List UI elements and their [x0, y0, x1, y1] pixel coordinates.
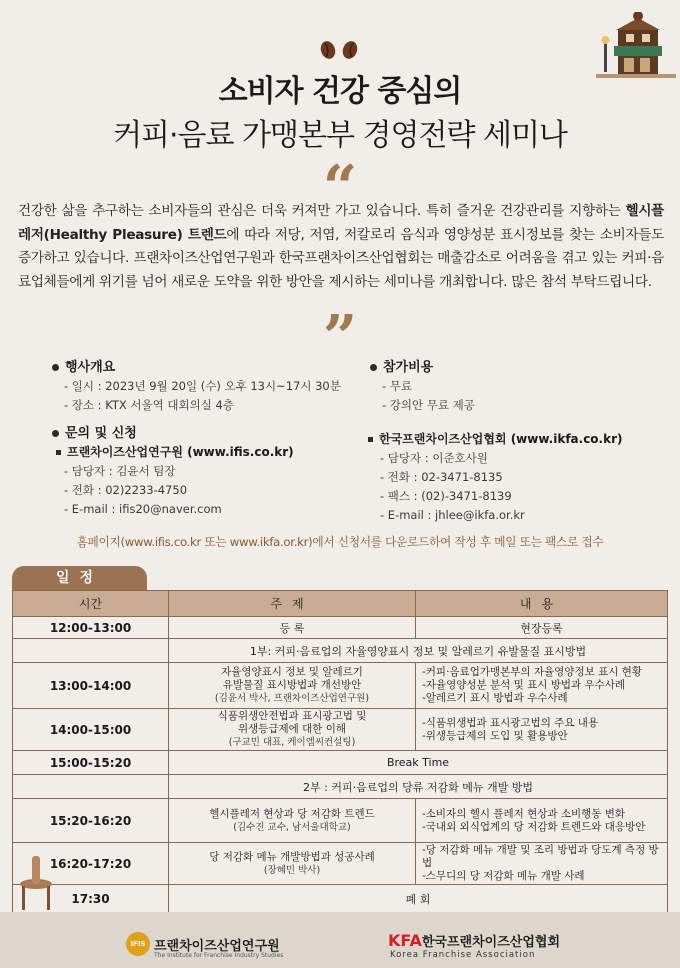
content-line: -알레르기 표시 방법과 우수사례: [422, 692, 568, 704]
ikfa-email: - E-mail : jhlee@ikfa.or.kr: [380, 508, 525, 522]
row-content: [416, 709, 668, 751]
page-title: 소비자 건강 중심의: [218, 74, 462, 109]
square-bullet-icon: [368, 437, 373, 442]
row-time: 13:00-14:00: [13, 663, 169, 709]
chair-icon: [16, 852, 56, 912]
table-row: [13, 709, 668, 751]
ikfa-fax: - 팩스 : (02)-3471-8139: [380, 489, 512, 503]
contact-head: 문의 및 신청: [65, 426, 137, 441]
schedule-table: [12, 590, 668, 913]
ifis-phone: - 전화 : 02)2233-4750: [64, 483, 188, 497]
row-content: 현장등록: [416, 617, 668, 639]
page-subtitle: 커피·음료 가맹본부 경영전략 세미나: [113, 118, 567, 153]
topic-line: 당 저감화 메뉴 개발방법과 성공사례: [209, 850, 375, 863]
ikfa-manager: - 담당자 : 이준호사원: [380, 451, 488, 465]
intro-text-1: 건강한 삶을 추구하는 소비자들의 관심은 더욱 커져만 가고 있습니다. 특히 즐거운 건강관리를 지향하는: [18, 203, 626, 219]
row-time: 16:20-17:20: [13, 843, 169, 885]
intro-paragraph: [18, 200, 664, 294]
table-row: [13, 751, 668, 775]
topic-line: 위생등급제에 대한 이해: [237, 723, 347, 735]
content-line: -국내외 외식업계의 당 저감화 트렌드와 대응방안: [422, 820, 646, 833]
topic-line: 자율영양표시 정보 및 알레르기: [221, 666, 363, 678]
ifis-manager: - 담당자 : 김윤서 팀장: [64, 464, 176, 478]
table-row: [13, 639, 668, 663]
ikfa-name: 한국프랜차이즈산업협회 (www.ikfa.co.kr): [379, 432, 623, 446]
fee-lunch: - 강의안 무료 제공: [382, 398, 475, 412]
bullet-icon: [370, 364, 377, 371]
content-line: -위생등급제의 도입 및 활용방안: [422, 729, 568, 742]
table-row: [13, 775, 668, 799]
fee-head: 참가비용: [383, 360, 434, 375]
fee-free: - 무료: [382, 379, 413, 393]
kfa-logo-sub: Korea Franchise Association: [390, 950, 536, 960]
content-line: -소비자의 헬시 플레저 현상과 소비행동 변화: [422, 807, 626, 820]
ikfa-contact: [368, 430, 623, 525]
content-line: -당 저감화 메뉴 개발 및 조리 방법과 당도계 측정 방법: [422, 844, 659, 869]
speaker: (김윤서 박사, 프랜차이즈산업연구원): [214, 693, 370, 704]
content-line: -식품위생법과 표시광고법의 주요 내용: [422, 716, 599, 729]
break-label: Break Time: [169, 751, 668, 775]
row-content: [416, 663, 668, 709]
schedule-tab: 일정: [12, 566, 147, 590]
ifis-badge-icon: IFIS: [126, 932, 150, 956]
ifis-logo-name: 프랜차이즈산업연구원: [154, 938, 280, 954]
row-time: 12:00-13:00: [13, 617, 169, 639]
content-line: -스무디의 당 저감화 메뉴 개발 사례: [422, 870, 585, 882]
bullet-icon: [52, 430, 59, 437]
ifis-logo-sub: The Institute for Franchise Industry Studies: [154, 952, 284, 959]
content-line: -자율영양성분 분석 및 표시 방법과 우수사례: [422, 679, 626, 691]
table-row: [13, 885, 668, 913]
row-topic: [169, 663, 416, 709]
speaker: (장혜민 박사): [263, 864, 321, 876]
bullet-icon: [52, 364, 59, 371]
table-row: [13, 617, 668, 639]
row-topic: 등 록: [169, 617, 416, 639]
coffee-beans-icon: [318, 40, 362, 60]
table-row: [13, 663, 668, 709]
event-date: - 일시 : 2023년 9월 20일 (수) 오후 13시~17시 30분: [64, 379, 341, 393]
topic-line: 헬시플레저 현상과 당 저감화 트렌드: [209, 807, 375, 820]
row-topic: [169, 799, 416, 843]
ifis-logo: [126, 932, 284, 959]
event-place: - 장소 : KTX 서울역 대회의실 4층: [64, 398, 234, 412]
table-row: [13, 799, 668, 843]
kfa-logo: [388, 930, 561, 960]
intro-text-2: 에 따라 저당, 저염, 저칼로리 음식과 영양성분 표시정보를 찾는 소비자들도 증가하고 있습니다. 프랜차이즈산업연구원과 한국프랜차이즈산업협회는 매출감소로 어려움을 겪고 있는 커피·음료업체들에게 위기를 넘어 새로운 도약을 위한 방안을 제시하는 세미나를 개최합니다. 많은 참석 부탁드립니다.: [18, 226, 664, 290]
speaker: (김수진 교수, 남서울대학교): [233, 821, 351, 833]
kfa-mark: KFA: [388, 931, 422, 950]
ikfa-phone: - 전화 : 02-3471-8135: [380, 470, 503, 484]
application-notice: 홈페이지(www.ifis.co.kr 또는 www.ikfa.or.kr)에서 신청서를 다운로드하여 작성 후 메일 또는 팩스로 접수: [76, 535, 604, 549]
square-bullet-icon: [56, 450, 61, 455]
ifis-email: - E-mail : ifis20@naver.com: [64, 502, 222, 516]
row-topic: [169, 843, 416, 885]
closing-label: 폐 회: [169, 885, 668, 913]
part2-title: 2부 : 커피·음료업의 당류 저감화 메뉴 개발 방법: [169, 775, 668, 799]
row-time: 17:30: [13, 885, 169, 913]
fee-section: [370, 358, 475, 415]
content-line: -커피·음료업가맹본부의 자율영양정보 표시 현황: [422, 666, 642, 678]
ifis-name: 프랜차이즈산업연구원 (www.ifis.co.kr): [67, 445, 294, 459]
quote-open-icon: “: [322, 153, 358, 223]
event-overview: [52, 358, 341, 415]
row-time: 14:00-15:00: [13, 709, 169, 751]
row-time: 15:00-15:20: [13, 751, 169, 775]
row-time: 15:20-16:20: [13, 799, 169, 843]
row-content: [416, 799, 668, 843]
quote-close-icon: ”: [322, 303, 358, 373]
contact-section: [52, 424, 294, 519]
part1-title: 1부: 커피·음료업의 자율영양표시 정보 및 알레르기 유발물질 표시방법: [169, 639, 668, 663]
topic-line: 식품위생안전법과 표시광고법 및: [217, 710, 367, 722]
kfa-logo-name: 한국프랜차이즈산업협회: [421, 935, 561, 950]
table-row: [13, 843, 668, 885]
row-topic: [169, 709, 416, 751]
footer: [0, 912, 680, 968]
header-topic: 주제: [169, 591, 416, 617]
topic-line: 유발물질 표시방법과 개선방안: [222, 679, 362, 691]
header-content: 내용: [416, 591, 668, 617]
event-head: 행사개요: [65, 360, 116, 375]
intro-highlight: 헬시플레저(Healthy Pleasure) 트렌드: [18, 203, 664, 243]
speaker: (구교민 대표, 케이엠씨컨설팅): [228, 737, 356, 748]
header-time: 시간: [13, 591, 169, 617]
row-content: [416, 843, 668, 885]
